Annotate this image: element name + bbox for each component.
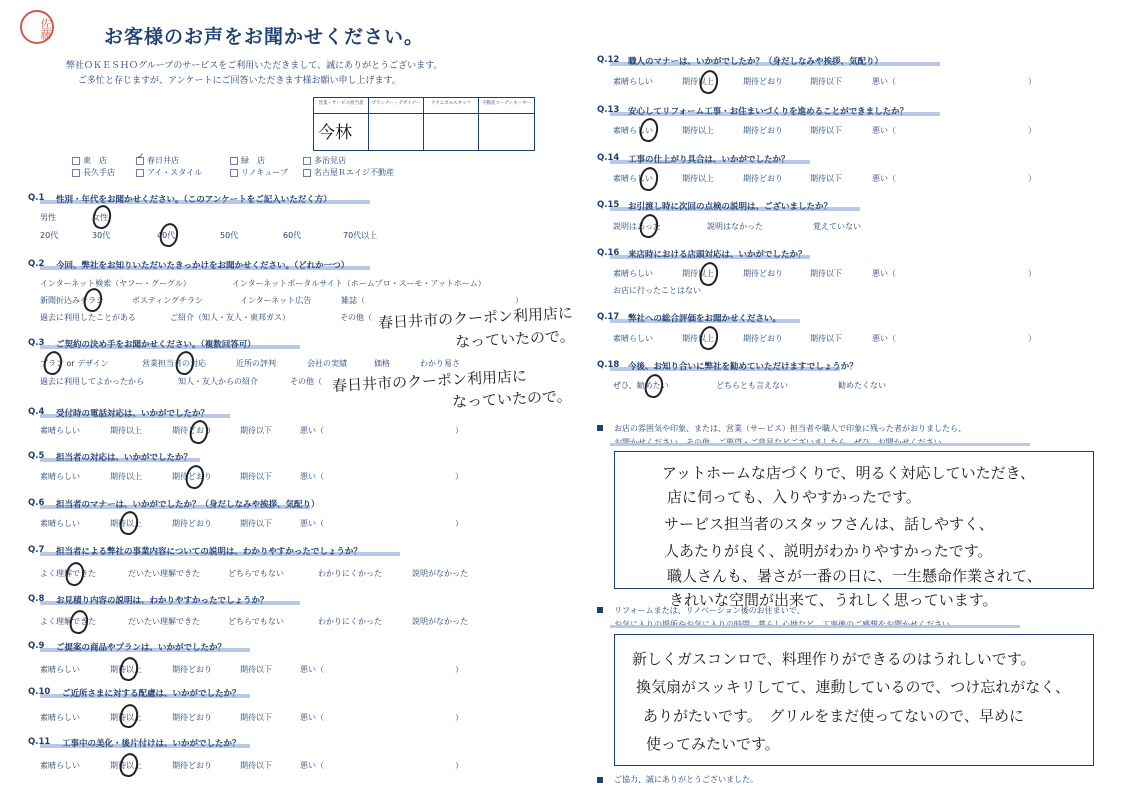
q1-age-70[interactable]: 70代以上 [343,231,378,240]
q11-text: 工事中の美化・後片付けは、いかがでしたか？ [62,739,241,749]
q2-opt-search[interactable]: インターネット検索（ヤフー・グーグル） [40,279,191,288]
check-mark-icon: ✓ [137,152,145,162]
answer-circle [118,509,141,536]
q2-opt-flyer[interactable]: 新聞折込みチラシ [40,296,104,305]
q16-opt-bad[interactable]: 悪い（ [872,269,896,278]
q14-number: Q.14 [597,153,620,163]
q10-opt-above[interactable]: 期待以上 [110,713,142,722]
q3-number: Q.3 [28,338,45,348]
checkbox[interactable] [303,157,311,165]
q6-opt-bad[interactable]: 悪い（ [300,519,324,528]
q1-age-60[interactable]: 60代 [283,231,302,240]
q18-number: Q.18 [597,360,620,370]
q11-opt-excellent[interactable]: 素晴らしい [40,761,80,770]
q11-number: Q.11 [28,737,51,747]
staff-table [313,97,535,151]
comment1-line-2: 店に伺っても、入りやすかったです。 [667,488,921,506]
q3-other-handwriting-2: なっていたので。 [451,386,573,412]
staff-tech-name [424,114,479,150]
answer-circle [643,372,666,399]
q11-opt-expected[interactable]: 期待どおり [172,761,212,770]
store-midori[interactable]: 緑 店 [230,155,265,166]
q4-paren-close: ） [455,426,463,435]
store-kasugai[interactable]: ✓ 春日井店 [137,152,179,165]
q12-opt-bad[interactable]: 悪い（ [872,77,896,86]
staff-sales-name: 今林 [314,114,369,150]
q2-opt-referral[interactable]: ご紹介（知人・友人・東邦ガス） [170,313,290,322]
q18-opt-no[interactable]: 勧めたくない [838,381,886,390]
checkbox[interactable] [72,169,80,177]
store-higashi[interactable]: 東 店 [72,155,107,166]
q12-text: 職人のマナーは、いかがでしたか？（身だしなみや挨拶、気配り） [628,57,884,67]
q14-text: 工事の仕上がり具合は、いかがでしたか？ [628,155,790,165]
q3-opt-price[interactable]: 価格 [374,359,390,368]
q8-text: お見積り内容の説明は、わかりやすかったでしょうか？ [56,596,269,606]
answer-circle [68,608,91,635]
q16-opt-never[interactable]: お店に行ったことはない [613,286,701,295]
q15-number: Q.15 [597,200,620,210]
q3-other-handwriting-1: 春日井市のクーポン利用店に [331,366,528,396]
q17-text: 弊社への総合評価をお聞かせください。 [628,314,782,324]
answer-circle [638,212,661,239]
page-title: お客様のお声をお聞かせください。 [104,26,425,48]
intro-line-2: ご多忙と存じますが、アンケートにご回答いただきます様お願い申し上げます。 [78,76,401,86]
answer-circle [158,221,181,248]
q7-opt-hard[interactable]: わかりにくかった [318,569,382,578]
q14-opt-bad[interactable]: 悪い（ [872,174,896,183]
q12-opt-below[interactable]: 期待以下 [810,77,842,86]
answer-circle [174,349,197,376]
staff-header-tech: テクニカルスタッフ [424,98,479,114]
comment1-line-1: アットホームな店づくりで、明るく対応していただき、 [662,464,1036,482]
q9-paren-close: ） [455,665,463,674]
q17-number: Q.17 [597,312,620,322]
q10-opt-bad[interactable]: 悪い（ [300,713,324,722]
q2-opt-posting[interactable]: ポスティングチラシ [132,296,204,305]
q11-opt-above[interactable]: 期待以上 [110,761,142,770]
q17-opt-excellent[interactable]: 素晴らしい [613,334,653,343]
q2-number: Q.2 [28,259,45,269]
q16-opt-above[interactable]: 期待以上 [682,269,714,278]
q3-opt-reputation[interactable]: 近所の評判 [236,359,276,368]
checkbox[interactable] [230,169,238,177]
q7-number: Q.7 [28,545,45,555]
q1-gender-female[interactable]: 女性 [92,213,108,222]
q11-paren-close: ） [455,761,463,770]
q2-opt-magazine[interactable]: 雑誌（ [341,296,365,305]
q6-text: 担当者のマナーは、いかがでしたか？（身だしなみや挨拶、気配り） [56,500,320,510]
q13-text: 安心してリフォーム工事・お住まいづくりを進めることができましたか？ [628,107,909,117]
answer-circle [64,560,87,587]
intro-line-1: 弊社ＯＫＥＳＨＯグループのサービスをご利用いただきまして、誠にありがとうございます。 [66,61,443,71]
q6-opt-above[interactable]: 期待以上 [110,519,142,528]
q2-opt-ad[interactable]: インターネット広告 [240,296,312,305]
answer-circle [188,418,211,445]
answer-circle [698,260,721,287]
answer-circle [638,116,661,143]
q9-opt-below[interactable]: 期待以下 [240,665,272,674]
q16-opt-excellent[interactable]: 素晴らしい [613,269,653,278]
q14-opt-below[interactable]: 期待以下 [810,174,842,183]
q15-opt-unsure[interactable]: 覚えていない [813,222,861,231]
comment1-line-4: 人あたりが良く、説明がわかりやすかったです。 [664,542,993,560]
q9-opt-expected[interactable]: 期待どおり [172,665,212,674]
comment2-prompt-1: リフォームまたは、リノベーション後のお住まいで、 [614,606,805,615]
answer-circle [82,286,105,313]
checkbox[interactable] [72,157,80,165]
q14-opt-above[interactable]: 期待以上 [682,174,714,183]
q17-opt-expected[interactable]: 期待どおり [743,334,783,343]
staff-header-realestate: 不動産コーディネーター [479,98,534,114]
q8-number: Q.8 [28,594,45,604]
q12-opt-above[interactable]: 期待以上 [682,77,714,86]
q1-age-20[interactable]: 20代 [40,231,59,240]
comment2-bullet-icon [597,607,603,613]
q2-paren-close: ） [515,296,523,305]
q1-text: 性別・年代をお聞かせください。（このアンケートをご記入いただく方） [56,195,332,205]
q5-opt-bad[interactable]: 悪い（ [300,472,324,481]
q4-opt-above[interactable]: 期待以上 [110,426,142,435]
q18-opt-neutral[interactable]: どちらとも言えない [716,381,788,390]
q15-text: お引渡し時に次回の点検の説明は、ございましたか？ [628,202,833,212]
q10-opt-excellent[interactable]: 素晴らしい [40,713,80,722]
comment1-line-6: きれいな空間が出来て、うれしく思っています。 [669,591,998,609]
q14-paren-close: ） [1028,174,1036,183]
q12-opt-expected[interactable]: 期待どおり [743,77,783,86]
q10-text: ご近所さまに対する配慮は、いかがでしたか？ [62,689,241,699]
q4-number: Q.4 [28,407,45,417]
q9-opt-bad[interactable]: 悪い（ [300,665,324,674]
answer-circle [184,463,207,490]
store-tajimi[interactable]: 多治見店 [303,155,346,166]
comment1-line-3: サービス担当者のスタッフさんは、話しやすく、 [664,515,994,533]
q15-opt-yes[interactable]: 説明はあった [613,222,661,231]
q7-opt-none[interactable]: 説明がなかった [412,569,468,578]
q6-number: Q.6 [28,498,45,508]
staff-header-planner: プランナー・デザイナー [369,98,424,114]
q15-opt-no[interactable]: 説明はなかった [707,222,763,231]
checkbox[interactable] [303,169,311,177]
q8-opt-hard[interactable]: わかりにくかった [318,617,382,626]
q13-opt-below[interactable]: 期待以下 [810,126,842,135]
q4-opt-below[interactable]: 期待以下 [240,426,272,435]
q3-opt-record[interactable]: 会社の実績 [307,359,347,368]
q17-paren-close: ） [1028,334,1036,343]
q8-opt-neutral[interactable]: どちらでもない [228,617,284,626]
q14-opt-excellent[interactable]: 素晴らしい [613,174,653,183]
q5-opt-excellent[interactable]: 素晴らしい [40,472,80,481]
q5-text: 担当者の対応は、いかがでしたか？ [56,453,193,463]
answer-circle [118,702,141,729]
thanks-bullet-icon [597,777,603,783]
q16-text: 来店時における店頭対応は、いかがでしたか？ [628,250,807,260]
q7-text: 担当者による弊社の事業内容についての説明は、わかりやすかったでしょうか？ [56,547,362,557]
checkbox[interactable] [230,157,238,165]
q3-opt-clarity[interactable]: わかり易さ [420,359,460,368]
q8-opt-mostly[interactable]: だいたい理解できた [128,617,200,626]
q6-paren-close: ） [455,519,463,528]
q17-opt-bad[interactable]: 悪い（ [872,334,896,343]
q4-text: 受付時の電話対応は、いかがでしたか？ [56,409,210,419]
q3-opt-past[interactable]: 過去に利用してよかったから [40,377,144,386]
q9-opt-above[interactable]: 期待以上 [110,665,142,674]
q3-opt-friend[interactable]: 知人・友人からの紹介 [178,377,258,386]
q10-number: Q.10 [28,687,51,697]
answer-circle [698,68,721,95]
q9-text: ご提案の商品やプランは、いかがでしたか？ [56,643,227,653]
comment1-prompt-1: お店の雰囲気や印象、または、営業（サービス）担当者や職人で印象に残った者がおりましたら、 [614,424,966,433]
q12-paren-close: ） [1028,77,1036,86]
store-nagakute[interactable]: 長久手店 [72,167,115,178]
q16-opt-below[interactable]: 期待以下 [810,269,842,278]
q14-opt-expected[interactable]: 期待どおり [743,174,783,183]
q6-opt-below[interactable]: 期待以下 [240,519,272,528]
q6-opt-excellent[interactable]: 素晴らしい [40,519,80,528]
checkbox[interactable] [136,169,144,177]
q10-paren-close: ） [455,713,463,722]
q7-opt-well[interactable]: よく理解できた [40,569,96,578]
thanks-text: ご協力、誠にありがとうございました。 [614,775,758,784]
q16-number: Q.16 [597,248,620,258]
q11-opt-below[interactable]: 期待以下 [240,761,272,770]
comment2-line-3: ありがたいです。 グリルをまだ使ってないので、早めに [643,707,1025,725]
hanko-stamp: 佐藤 [20,10,54,44]
comment1-line-5: 職人さんも、暑さが一番の日に、一生懸命作業されて、 [667,567,1042,585]
answer-circle [638,165,661,192]
staff-header-sales: 営業・サービス担当者 [314,98,369,114]
answer-circle [118,655,141,682]
answer-circle [118,751,141,778]
q1-number: Q.1 [28,193,45,203]
comment2-line-1: 新しくガスコンロで、料理作りができるのはうれしいです。 [632,650,1036,668]
q13-number: Q.13 [597,105,620,115]
q5-number: Q.5 [28,451,45,461]
staff-planner-name [369,114,424,150]
q1-age-30[interactable]: 30代 [92,231,111,240]
comment2-line-2: 換気扇がスッキリしてて、連動しているので、つけ忘れがなく、 [636,678,1070,696]
comment2-line-4: 使ってみたいです。 [646,735,780,753]
comment1-bullet-icon [597,425,603,431]
q10-opt-below[interactable]: 期待以下 [240,713,272,722]
q18-opt-yes[interactable]: ぜひ、勧めたい [613,381,669,390]
q17-opt-above[interactable]: 期待以上 [682,334,714,343]
q8-opt-none[interactable]: 説明がなかった [412,617,468,626]
q17-opt-below[interactable]: 期待以下 [810,334,842,343]
q10-opt-expected[interactable]: 期待どおり [172,713,212,722]
q5-opt-below[interactable]: 期待以下 [240,472,272,481]
prompt-highlight [610,443,1030,446]
q4-opt-excellent[interactable]: 素晴らしい [40,426,80,435]
q9-opt-excellent[interactable]: 素晴らしい [40,665,80,674]
q7-opt-neutral[interactable]: どちらでもない [228,569,284,578]
q3-opt-other[interactable]: その他（ [290,377,322,386]
q2-opt-past[interactable]: 過去に利用したことがある [40,313,136,322]
q3-opt-sales[interactable]: 営業担当者の対応 [142,359,206,368]
q1-age-40[interactable]: 40代 [157,231,176,240]
q3-text: ご契約の決め手をお聞かせください。（複数回答可） [56,340,256,350]
q4-opt-expected[interactable]: 期待どおり [172,426,212,435]
q5-opt-expected[interactable]: 期待どおり [172,472,212,481]
q2-text: 今回、弊社をお知りいただいたきっかけをお聞かせください。（どれか一つ） [56,261,350,271]
q5-opt-above[interactable]: 期待以上 [110,472,142,481]
q2-opt-portal[interactable]: インターネットポータルサイト（ホームプロ・スーモ・アットホーム） [232,279,486,288]
q13-opt-bad[interactable]: 悪い（ [872,126,896,135]
q1-age-50[interactable]: 50代 [220,231,239,240]
q3-opt-plan[interactable]: プラン or デザイン [40,359,109,368]
q6-opt-expected[interactable]: 期待どおり [172,519,212,528]
q13-opt-above[interactable]: 期待以上 [682,126,714,135]
q13-paren-close: ） [1028,126,1036,135]
q4-opt-bad[interactable]: 悪い（ [300,426,324,435]
answer-circle [698,324,721,351]
store-renocube[interactable]: リノキューブ [230,167,288,178]
q7-opt-mostly[interactable]: だいたい理解できた [128,569,200,578]
q2-other-handwriting-2: なっていたので。 [454,326,576,352]
prompt-highlight [610,625,1020,628]
q18-text: 今後、お知り合いに弊社を勧めていただけますでしょうか？ [628,362,858,372]
store-nagoya-rage[interactable]: 名古屋Ｒエイジ不動産 [303,167,394,178]
q16-opt-expected[interactable]: 期待どおり [743,269,783,278]
q9-number: Q.9 [28,641,45,651]
q12-number: Q.12 [597,55,620,65]
q13-opt-excellent[interactable]: 素晴らしい [613,126,653,135]
q5-paren-close: ） [455,472,463,481]
q8-opt-well[interactable]: よく理解できた [40,617,96,626]
staff-realestate-name [479,114,534,150]
q16-paren-close: ） [1028,269,1036,278]
q11-opt-bad[interactable]: 悪い（ [300,761,324,770]
q2-opt-other[interactable]: その他（ [340,313,372,322]
q12-opt-excellent[interactable]: 素晴らしい [613,77,653,86]
q2-other-handwriting-1: 春日井市のクーポン利用店に [377,303,574,333]
answer-circle [91,203,114,230]
store-i-style[interactable]: アイ・スタイル [136,167,202,178]
answer-circle [42,349,65,376]
q1-gender-male[interactable]: 男性 [40,213,56,222]
q13-opt-expected[interactable]: 期待どおり [743,126,783,135]
